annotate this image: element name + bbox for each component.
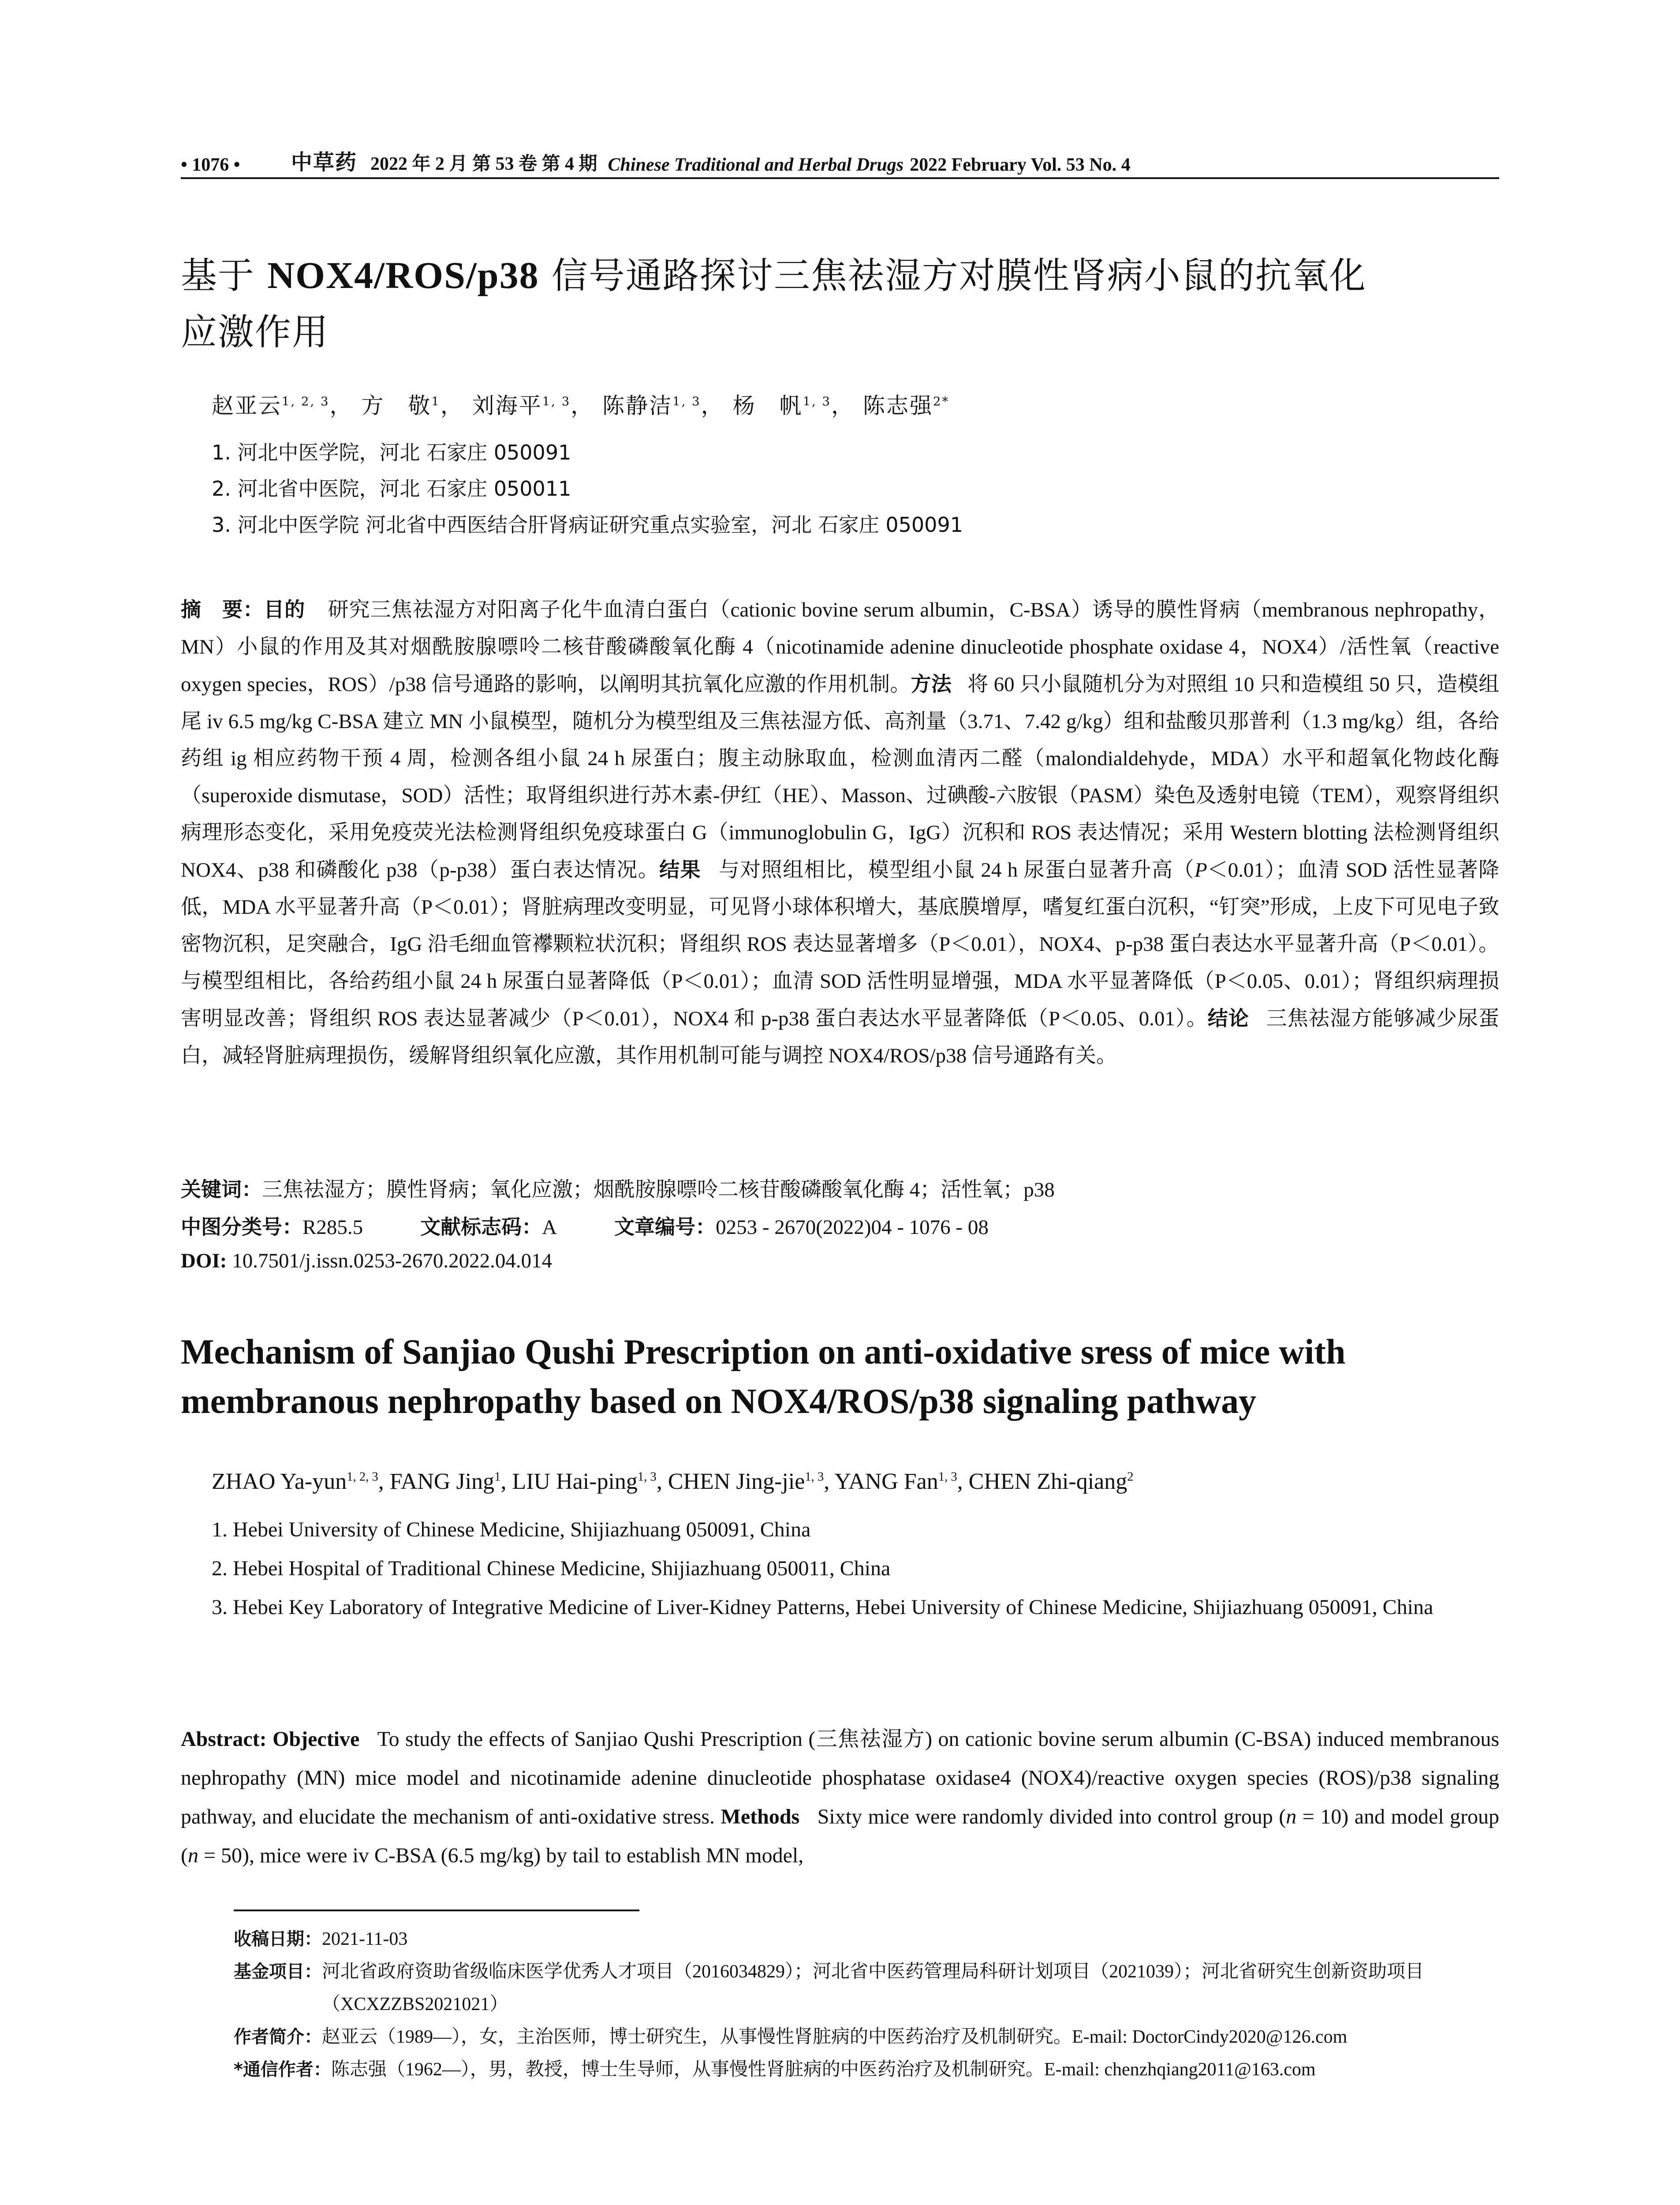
abstract-en bbox=[181, 1720, 1499, 1875]
n-symbol: n bbox=[187, 1844, 198, 1867]
title-en-line2: membranous nephropathy based on NOX4/ROS/p38 signaling pathway bbox=[181, 1382, 1257, 1421]
article-no-value: 0253 - 2670(2022)04 - 1076 - 08 bbox=[716, 1216, 989, 1239]
journal-name-en: Chinese Traditional and Herbal Drugs bbox=[608, 155, 904, 175]
title-cn-part3: 信号通路探讨三焦祛湿方对膜性肾病小鼠的抗氧化 bbox=[539, 255, 1366, 297]
author-cn: 刘海平$^{1, 3}$ bbox=[472, 393, 571, 419]
conclusion-label: 结论 bbox=[1207, 1006, 1250, 1030]
affiliation-en-1: 1. Hebei University of Chinese Medicine, Shijiazhuang 050091, China bbox=[212, 1518, 811, 1541]
footnote-received: 收稿日期： 2021-11-03 bbox=[234, 1929, 408, 1949]
header-rule bbox=[181, 177, 1499, 179]
authors-en: ZHAO Ya-yun$^{1, 2, 3}$, FANG Jing$^1$, LIU Hai-ping$^{1, 3}$, CHEN Jing-jie$^{1, 3}$, YANG Fan$^{1, 3}$, CHEN Zhi-qiang$^2$ bbox=[212, 1469, 1134, 1494]
objective-label: 目的 bbox=[264, 598, 306, 621]
author-cn: 杨 帆$^{1, 3}$ bbox=[732, 393, 832, 419]
objective-en-text: To study the effects of Sanjiao Qushi Prescription (三焦祛湿方) on cationic bovine serum albumin (C-BSA) induced membranous nephropathy (MN) mice model and nicotinamide adenine dinucleotide phosphatase oxidase4 (NOX4)/reactive oxygen species (ROS)/p38 signaling pathway, and elucidate the mechanism of anti-oxidative stress. bbox=[181, 1727, 1499, 1828]
author-en: CHEN Zhi-qiang$^2$ bbox=[968, 1469, 1134, 1494]
footnote-funding: 基金项目： 河北省政府资助省级临床医学优秀人才项目（2016034829）；河北省中医药管理局科研计划项目（2021039）；河北省研究生创新资助项目（XCXZZBS2021021） bbox=[234, 1962, 1424, 2014]
conclusion-text: 三焦祛湿方能够减少尿蛋白，减轻肾脏病理损伤，缓解肾组织氧化应激，其作用机制可能与调控 NOX4/ROS/p38 信号通路有关。 bbox=[181, 1007, 1500, 1067]
results-text-2: ＜0.01）；血清 SOD 活性显著降低，MDA 水平显著升高（P＜0.01）；肾脏病理改变明显，可见肾小球体积增大，基底膜增厚，嗜复红蛋白沉积，“钉突”形成，上皮下可见电子致密物沉积，足突融合，IgG 沿毛细血管襻颗粒状沉积；肾组织 ROS 表达显著增多（P＜0.01），NOX4、p-p38 蛋白表达水平显著升高（P＜0.01）。与模型组相比，各给药组小鼠 24 h 尿蛋白显著降低（P＜0.01）；血清 SOD 活性明显增强，MDA 水平显著降低（P＜0.05、0.01）；肾组织病理损害明显改善；肾组织 ROS 表达显著减少（P＜0.01），NOX4 和 p-p38 蛋白表达水平显著降低（P＜0.05、0.01）。 bbox=[181, 859, 1500, 1030]
author-en: LIU Hai-ping$^{1, 3}$ bbox=[512, 1469, 657, 1494]
results-label: 结果 bbox=[659, 858, 702, 882]
affiliation-cn-2: 2. 河北省中医院，河北 石家庄 050011 bbox=[212, 477, 571, 501]
methods-en-text-3: = 50), mice were iv C-BSA (6.5 mg/kg) by tail to establish MN model, bbox=[198, 1844, 804, 1867]
author-en: YANG Fan$^{1, 3}$ bbox=[834, 1469, 957, 1494]
keywords bbox=[181, 1173, 1055, 1203]
author-cn: 陈静洁$^{1, 3}$ bbox=[602, 393, 701, 419]
n-symbol: n bbox=[1286, 1805, 1297, 1828]
author-cn: 陈志强$^{2*}$ bbox=[862, 393, 950, 419]
issue-en: 2022 February Vol. 53 No. 4 bbox=[910, 155, 1131, 175]
title-en bbox=[181, 1327, 1499, 1426]
results-text-1: 与对照组相比，模型组小鼠 24 h 尿蛋白显著升高（ bbox=[718, 859, 1195, 882]
author-en: CHEN Jing-jie$^{1, 3}$ bbox=[668, 1469, 824, 1494]
abstract-en-label: Abstract: bbox=[181, 1727, 267, 1751]
abstract-cn-label: 摘 要： bbox=[181, 598, 264, 621]
classification bbox=[181, 1211, 1046, 1240]
affiliation-en-3: 3. Hebei Key Laboratory of Integrative Medicine of Liver-Kidney Patterns, Hebei University of Chinese Medicine, Shijiazhuang 050091, China bbox=[212, 1596, 1434, 1619]
abstract-cn bbox=[181, 591, 1499, 1074]
journal-name-cn: 中草药 bbox=[291, 151, 358, 174]
methods-label: 方法 bbox=[911, 672, 952, 696]
methods-en-text-2: = 10) and model group ( bbox=[181, 1805, 1500, 1867]
results-p: P bbox=[1194, 859, 1207, 882]
methods-en-label: Methods bbox=[721, 1805, 800, 1828]
keywords-text: 三焦祛湿方；膜性肾病；氧化应激；烟酰胺腺嘌呤二核苷酸磷酸氧化酶 4；活性氧；p38 bbox=[262, 1178, 1055, 1201]
clc-value: R285.5 bbox=[302, 1216, 363, 1239]
clc-label: 中图分类号： bbox=[181, 1215, 302, 1239]
footnotes bbox=[234, 1923, 1504, 2086]
footnote-corresponding: *通信作者： 陈志强（1962—），男，教授，博士生导师，从事慢性肾脏病的中医药治疗及机制研究。E-mail: chenzhqiang2011@163.com bbox=[234, 2059, 1316, 2080]
doi-value: 10.7501/j.issn.0253-2670.2022.04.014 bbox=[232, 1249, 553, 1272]
doi-line bbox=[181, 1249, 552, 1273]
title-en-line1: Mechanism of Sanjiao Qushi Prescription on anti-oxidative sress of mice with bbox=[181, 1333, 1346, 1372]
title-cn bbox=[181, 247, 1499, 361]
author-en: ZHAO Ya-yun$^{1, 2, 3}$ bbox=[212, 1469, 378, 1494]
objective-text: 研究三焦祛湿方对阳离子化牛血清白蛋白（cationic bovine serum albumin，C-BSA）诱导的膜性肾病（membranous nephropathy，MN）小鼠的作用及其对烟酰胺腺嘌呤二核苷酸磷酸氧化酶 4（nicotinamide adenine dinucleotide phosphate oxidase 4，NOX4）/活性氧（reactive oxygen species，ROS）/p38 信号通路的影响，以阐明其抗氧化应激的作用机制。 bbox=[181, 598, 1500, 696]
methods-en-text-1: Sixty mice were randomly divided into control group ( bbox=[817, 1805, 1286, 1828]
paper-page bbox=[181, 0, 1499, 2205]
title-cn-part2: NOX4/ROS/p38 bbox=[267, 254, 539, 296]
affiliation-cn-3: 3. 河北中医学院 河北省中西医结合肝肾病证研究重点实验室，河北 石家庄 050091 bbox=[212, 513, 963, 537]
issue-cn: 2022 年 2 月 第 53 卷 第 4 期 bbox=[370, 154, 597, 174]
affiliation-en-2: 2. Hebei Hospital of Traditional Chinese Medicine, Shijiazhuang 050011, China bbox=[212, 1557, 891, 1580]
doi-label: DOI: bbox=[181, 1249, 227, 1272]
author-cn: 方 敬$^1$ bbox=[361, 393, 441, 419]
title-cn-line2: 应激作用 bbox=[181, 311, 329, 353]
affiliation-cn-1: 1. 河北中医学院，河北 石家庄 050091 bbox=[212, 441, 571, 464]
doc-code-value: A bbox=[542, 1216, 557, 1239]
methods-text: 将 60 只小鼠随机分为对照组 10 只和造模组 50 只，造模组尾 iv 6.5 mg/kg C-BSA 建立 MN 小鼠模型，随机分为模型组及三焦祛湿方低、高剂量（3.71、7.42 g/kg）组和盐酸贝那普利（1.3 mg/kg）组，各给药组 ig 相应药物干预 4 周，检测各组小鼠 24 h 尿蛋白；腹主动脉取血，检测血清丙二醛（malondialdehyde，MDA）水平和超氧化物歧化酶（superoxide dismutase，SOD）活性；取肾组织进行苏木素-伊红（HE）、Masson、过碘酸-六胺银（PASM）染色及透射电镜（TEM），观察肾组织病理形态变化，采用免疫荧光法检测肾组织免疫球蛋白 G（immunoglobulin G，IgG）沉积和 ROS 表达情况；采用 Western blotting 法检测肾组织 NOX4、p38 和磷酸化 p38（p-p38）蛋白表达情况。 bbox=[181, 673, 1500, 882]
running-header bbox=[181, 140, 1499, 176]
author-en: FANG Jing$^1$ bbox=[389, 1469, 501, 1494]
objective-en-label: Objective bbox=[273, 1727, 360, 1751]
footnote-author-bio: 作者简介： 赵亚云（1989—），女，主治医师，博士研究生，从事慢性肾脏病的中医药治疗及机制研究。E-mail: DoctorCindy2020@126.com bbox=[234, 2027, 1348, 2047]
author-cn: 赵亚云$^{1, 2, 3}$ bbox=[212, 393, 330, 419]
footnote-rule bbox=[234, 1910, 639, 1911]
doc-code-label: 文献标志码： bbox=[420, 1215, 542, 1239]
keywords-label: 关键词： bbox=[181, 1177, 262, 1201]
title-cn-part1: 基于 bbox=[181, 255, 268, 297]
authors-cn: 赵亚云$^{1, 2, 3}$， 方 敬$^1$， 刘海平$^{1, 3}$， 陈静洁$^{1, 3}$， 杨 帆$^{1, 3}$， 陈志强$^{2*}$ bbox=[212, 393, 950, 419]
page-number: • 1076 • bbox=[181, 155, 240, 175]
article-no-label: 文章编号： bbox=[614, 1215, 716, 1239]
